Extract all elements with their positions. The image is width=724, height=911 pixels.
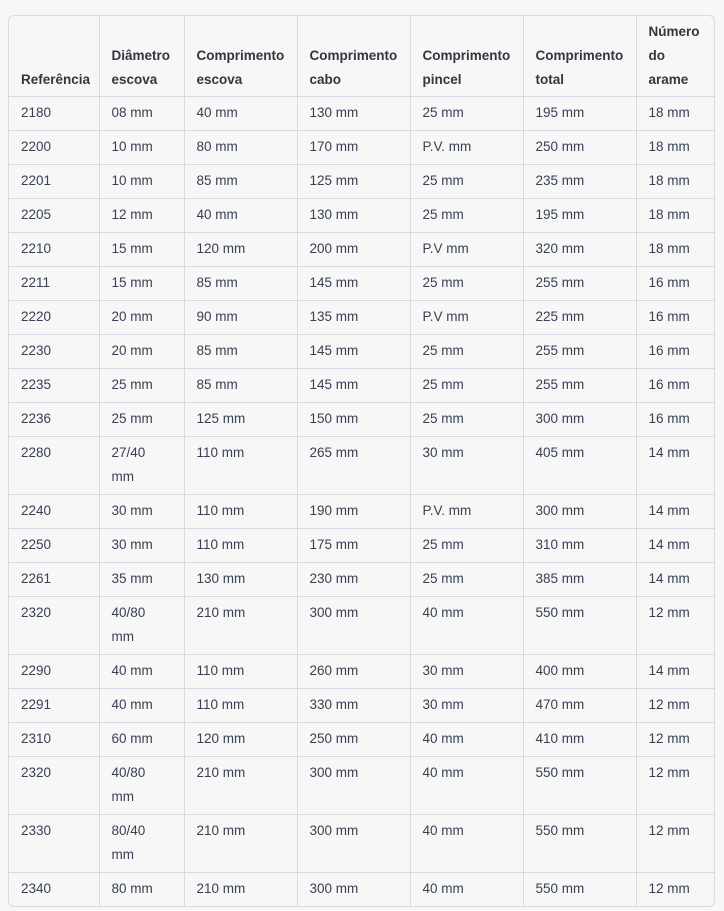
cell-comprimento-escova: 85 mm: [184, 267, 297, 301]
cell-numero-arame: 14 mm: [636, 495, 714, 529]
cell-comprimento-cabo: 170 mm: [297, 131, 410, 165]
cell-comprimento-cabo: 300 mm: [297, 757, 410, 815]
cell-comprimento-cabo: 300 mm: [297, 873, 410, 907]
cell-referencia: 2291: [9, 689, 99, 723]
cell-numero-arame: 14 mm: [636, 437, 714, 495]
cell-referencia: 2320: [9, 757, 99, 815]
table-header: [9, 16, 714, 97]
specs-table-container: [8, 15, 715, 907]
cell-diametro-escova: 40/80 mm: [99, 597, 184, 655]
cell-numero-arame: 16 mm: [636, 369, 714, 403]
cell-comprimento-escova: 210 mm: [184, 757, 297, 815]
cell-comprimento-cabo: 250 mm: [297, 723, 410, 757]
cell-diametro-escova: 20 mm: [99, 301, 184, 335]
cell-comprimento-total: 250 mm: [523, 131, 636, 165]
cell-comprimento-cabo: 300 mm: [297, 815, 410, 873]
cell-diametro-escova: 40 mm: [99, 689, 184, 723]
cell-numero-arame: 18 mm: [636, 97, 714, 131]
table-row: [9, 815, 714, 873]
cell-comprimento-total: 405 mm: [523, 437, 636, 495]
table-row: [9, 437, 714, 495]
table-row: [9, 495, 714, 529]
specs-table: [9, 16, 714, 906]
cell-referencia: 2220: [9, 301, 99, 335]
cell-comprimento-total: 550 mm: [523, 597, 636, 655]
cell-diametro-escova: 40 mm: [99, 655, 184, 689]
table-row: [9, 267, 714, 301]
cell-comprimento-escova: 90 mm: [184, 301, 297, 335]
cell-comprimento-pincel: P.V. mm: [410, 495, 523, 529]
cell-diametro-escova: 80 mm: [99, 873, 184, 907]
cell-numero-arame: 16 mm: [636, 301, 714, 335]
cell-referencia: 2180: [9, 97, 99, 131]
cell-comprimento-total: 410 mm: [523, 723, 636, 757]
table-row: [9, 403, 714, 437]
cell-comprimento-escova: 85 mm: [184, 369, 297, 403]
cell-comprimento-pincel: 30 mm: [410, 437, 523, 495]
cell-comprimento-cabo: 135 mm: [297, 301, 410, 335]
cell-numero-arame: 18 mm: [636, 233, 714, 267]
cell-diametro-escova: 27/40 mm: [99, 437, 184, 495]
cell-comprimento-pincel: 25 mm: [410, 199, 523, 233]
cell-comprimento-cabo: 190 mm: [297, 495, 410, 529]
cell-diametro-escova: 20 mm: [99, 335, 184, 369]
cell-referencia: 2236: [9, 403, 99, 437]
cell-comprimento-pincel: P.V mm: [410, 233, 523, 267]
header-diametro-escova: Diâmetro escova: [99, 16, 184, 97]
cell-diametro-escova: 60 mm: [99, 723, 184, 757]
cell-comprimento-pincel: 25 mm: [410, 97, 523, 131]
cell-comprimento-total: 235 mm: [523, 165, 636, 199]
cell-referencia: 2201: [9, 165, 99, 199]
cell-numero-arame: 12 mm: [636, 689, 714, 723]
cell-comprimento-total: 550 mm: [523, 757, 636, 815]
cell-comprimento-pincel: 25 mm: [410, 165, 523, 199]
cell-comprimento-escova: 125 mm: [184, 403, 297, 437]
cell-comprimento-pincel: P.V. mm: [410, 131, 523, 165]
cell-numero-arame: 18 mm: [636, 199, 714, 233]
table-row: [9, 335, 714, 369]
header-comprimento-pincel: Comprimento pincel: [410, 16, 523, 97]
cell-comprimento-cabo: 145 mm: [297, 369, 410, 403]
cell-comprimento-escova: 110 mm: [184, 529, 297, 563]
cell-referencia: 2280: [9, 437, 99, 495]
cell-comprimento-pincel: 25 mm: [410, 563, 523, 597]
cell-comprimento-total: 195 mm: [523, 199, 636, 233]
cell-numero-arame: 16 mm: [636, 267, 714, 301]
cell-comprimento-cabo: 265 mm: [297, 437, 410, 495]
cell-numero-arame: 16 mm: [636, 335, 714, 369]
cell-comprimento-cabo: 175 mm: [297, 529, 410, 563]
cell-numero-arame: 12 mm: [636, 815, 714, 873]
cell-comprimento-escova: 80 mm: [184, 131, 297, 165]
table-row: [9, 97, 714, 131]
cell-diametro-escova: 15 mm: [99, 267, 184, 301]
cell-diametro-escova: 40/80 mm: [99, 757, 184, 815]
cell-comprimento-total: 320 mm: [523, 233, 636, 267]
cell-diametro-escova: 25 mm: [99, 369, 184, 403]
cell-comprimento-pincel: 40 mm: [410, 873, 523, 907]
cell-referencia: 2235: [9, 369, 99, 403]
table-body: [9, 97, 714, 907]
cell-numero-arame: 14 mm: [636, 655, 714, 689]
cell-referencia: 2230: [9, 335, 99, 369]
cell-comprimento-escova: 110 mm: [184, 437, 297, 495]
cell-diametro-escova: 25 mm: [99, 403, 184, 437]
cell-comprimento-cabo: 230 mm: [297, 563, 410, 597]
cell-comprimento-escova: 120 mm: [184, 233, 297, 267]
cell-referencia: 2200: [9, 131, 99, 165]
cell-comprimento-cabo: 130 mm: [297, 97, 410, 131]
cell-comprimento-cabo: 200 mm: [297, 233, 410, 267]
cell-comprimento-total: 255 mm: [523, 267, 636, 301]
cell-referencia: 2310: [9, 723, 99, 757]
table-row: [9, 655, 714, 689]
header-referencia: Referência: [9, 16, 99, 97]
cell-comprimento-cabo: 125 mm: [297, 165, 410, 199]
cell-comprimento-pincel: 40 mm: [410, 597, 523, 655]
table-row: [9, 369, 714, 403]
cell-comprimento-pincel: 25 mm: [410, 335, 523, 369]
cell-diametro-escova: 12 mm: [99, 199, 184, 233]
cell-comprimento-total: 385 mm: [523, 563, 636, 597]
cell-diametro-escova: 08 mm: [99, 97, 184, 131]
cell-referencia: 2261: [9, 563, 99, 597]
cell-comprimento-escova: 85 mm: [184, 335, 297, 369]
cell-diametro-escova: 15 mm: [99, 233, 184, 267]
table-row: [9, 529, 714, 563]
cell-comprimento-cabo: 260 mm: [297, 655, 410, 689]
cell-comprimento-total: 300 mm: [523, 403, 636, 437]
cell-comprimento-total: 255 mm: [523, 369, 636, 403]
cell-diametro-escova: 10 mm: [99, 165, 184, 199]
cell-diametro-escova: 35 mm: [99, 563, 184, 597]
cell-comprimento-total: 470 mm: [523, 689, 636, 723]
table-row: [9, 873, 714, 907]
cell-comprimento-total: 310 mm: [523, 529, 636, 563]
header-comprimento-total: Comprimento total: [523, 16, 636, 97]
cell-diametro-escova: 80/40 mm: [99, 815, 184, 873]
cell-referencia: 2340: [9, 873, 99, 907]
table-row: [9, 757, 714, 815]
cell-comprimento-cabo: 150 mm: [297, 403, 410, 437]
cell-diametro-escova: 10 mm: [99, 131, 184, 165]
cell-comprimento-pincel: 40 mm: [410, 815, 523, 873]
cell-comprimento-cabo: 130 mm: [297, 199, 410, 233]
header-numero-arame: Número do arame: [636, 16, 714, 97]
header-comprimento-cabo: Comprimento cabo: [297, 16, 410, 97]
cell-comprimento-cabo: 300 mm: [297, 597, 410, 655]
table-row: [9, 689, 714, 723]
cell-comprimento-total: 550 mm: [523, 873, 636, 907]
cell-comprimento-pincel: 25 mm: [410, 403, 523, 437]
cell-comprimento-total: 300 mm: [523, 495, 636, 529]
cell-comprimento-pincel: P.V mm: [410, 301, 523, 335]
header-comprimento-escova: Comprimento escova: [184, 16, 297, 97]
cell-comprimento-pincel: 25 mm: [410, 529, 523, 563]
cell-comprimento-escova: 120 mm: [184, 723, 297, 757]
cell-comprimento-escova: 40 mm: [184, 97, 297, 131]
cell-numero-arame: 12 mm: [636, 757, 714, 815]
cell-referencia: 2250: [9, 529, 99, 563]
cell-comprimento-total: 550 mm: [523, 815, 636, 873]
cell-numero-arame: 18 mm: [636, 131, 714, 165]
cell-comprimento-pincel: 40 mm: [410, 757, 523, 815]
table-row: [9, 233, 714, 267]
cell-referencia: 2240: [9, 495, 99, 529]
cell-numero-arame: 16 mm: [636, 403, 714, 437]
cell-comprimento-total: 195 mm: [523, 97, 636, 131]
cell-comprimento-escova: 40 mm: [184, 199, 297, 233]
cell-numero-arame: 18 mm: [636, 165, 714, 199]
cell-comprimento-pincel: 25 mm: [410, 267, 523, 301]
table-row: [9, 199, 714, 233]
cell-comprimento-pincel: 25 mm: [410, 369, 523, 403]
cell-referencia: 2205: [9, 199, 99, 233]
cell-comprimento-escova: 110 mm: [184, 689, 297, 723]
cell-referencia: 2210: [9, 233, 99, 267]
cell-referencia: 2290: [9, 655, 99, 689]
cell-referencia: 2320: [9, 597, 99, 655]
table-row: [9, 301, 714, 335]
cell-diametro-escova: 30 mm: [99, 495, 184, 529]
cell-comprimento-total: 225 mm: [523, 301, 636, 335]
cell-referencia: 2211: [9, 267, 99, 301]
cell-comprimento-pincel: 30 mm: [410, 655, 523, 689]
cell-comprimento-cabo: 330 mm: [297, 689, 410, 723]
cell-comprimento-cabo: 145 mm: [297, 267, 410, 301]
cell-comprimento-cabo: 145 mm: [297, 335, 410, 369]
cell-comprimento-escova: 210 mm: [184, 597, 297, 655]
cell-numero-arame: 12 mm: [636, 723, 714, 757]
table-row: [9, 165, 714, 199]
table-row: [9, 131, 714, 165]
cell-diametro-escova: 30 mm: [99, 529, 184, 563]
cell-comprimento-total: 400 mm: [523, 655, 636, 689]
cell-numero-arame: 14 mm: [636, 529, 714, 563]
cell-numero-arame: 12 mm: [636, 597, 714, 655]
table-row: [9, 563, 714, 597]
cell-comprimento-escova: 85 mm: [184, 165, 297, 199]
cell-referencia: 2330: [9, 815, 99, 873]
cell-comprimento-escova: 110 mm: [184, 495, 297, 529]
cell-comprimento-pincel: 30 mm: [410, 689, 523, 723]
cell-comprimento-total: 255 mm: [523, 335, 636, 369]
cell-comprimento-escova: 210 mm: [184, 873, 297, 907]
cell-comprimento-escova: 110 mm: [184, 655, 297, 689]
table-row: [9, 597, 714, 655]
cell-comprimento-escova: 210 mm: [184, 815, 297, 873]
header-row: [9, 16, 714, 97]
cell-numero-arame: 12 mm: [648, 881, 690, 896]
cell-comprimento-escova: 130 mm: [184, 563, 297, 597]
table-row: [9, 723, 714, 757]
cell-comprimento-pincel: 40 mm: [410, 723, 523, 757]
cell-numero-arame: 14 mm: [636, 563, 714, 597]
